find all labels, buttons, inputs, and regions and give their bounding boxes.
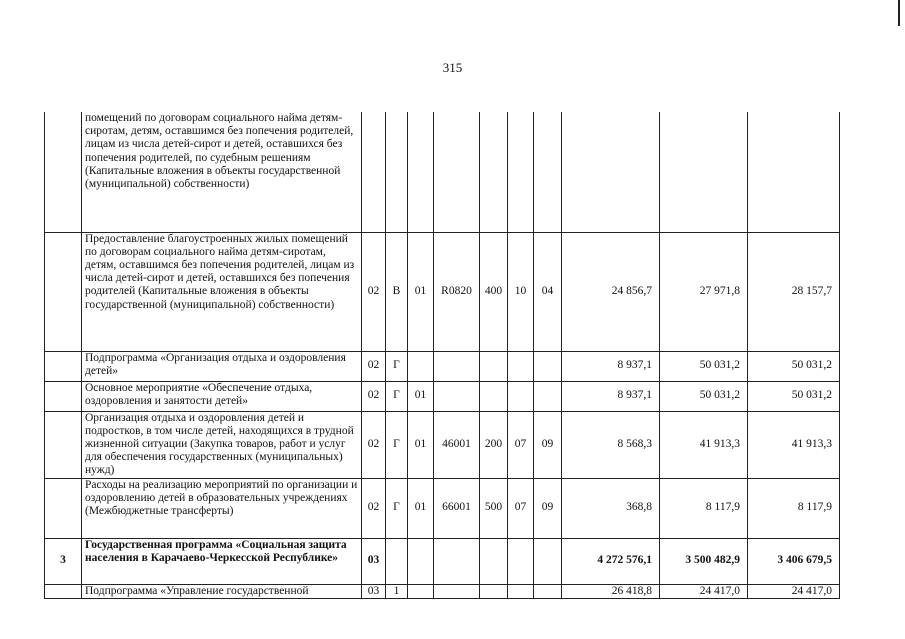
subprogram-code-cell: Г (386, 411, 408, 478)
section-code-cell (508, 112, 534, 232)
direction-code-cell (434, 381, 480, 411)
expense-type-cell (480, 538, 508, 584)
direction-code-cell (434, 584, 480, 598)
row-number-cell (45, 411, 82, 478)
amount-year3-cell: 50 031,2 (748, 381, 840, 411)
subsection-code-cell (534, 381, 562, 411)
item-name-cell: Предоставление благоустроенных жилых помещений по договорам социального найма детям-сиротам, детям, оставшимся без попечения родителей, лицам из числа детей-сирот и детей, оставшихся без попечения родителей (Капитальные вложения в объекты государственной (муниципальной) собственности) (82, 232, 362, 351)
subprogram-code-cell: Г (386, 478, 408, 538)
row-number-cell: 3 (45, 538, 82, 584)
amount-year3-cell: 3 406 679,5 (748, 538, 840, 584)
program-code-cell (362, 112, 386, 232)
program-code-cell: 02 (362, 351, 386, 381)
direction-code-cell (434, 538, 480, 584)
amount-year1-cell: 26 418,8 (562, 584, 660, 598)
row-number-cell (45, 381, 82, 411)
amount-year3-cell: 28 157,7 (748, 232, 840, 351)
item-name-cell: помещений по договорам социального найма детям-сиротам, детям, оставшимся без попечения родителей, лицам из числа детей-сирот и детей, оставшихся без попечения родителей, по судебным решениям (Капитальные вложения в объекты государственной (муниципальной) собственности) (82, 112, 362, 232)
section-code-cell: 10 (508, 232, 534, 351)
table-row (45, 411, 840, 478)
table-row (45, 351, 840, 381)
item-name-cell: Подпрограмма «Управление государственной (82, 584, 362, 598)
subsection-code-cell (534, 351, 562, 381)
scan-edge-mark (898, 0, 900, 26)
amount-year2-cell: 24 417,0 (660, 584, 748, 598)
expense-type-cell: 200 (480, 411, 508, 478)
item-name-cell: Государственная программа «Социальная защита населения в Карачаево-Черкесской Республике» (82, 538, 362, 584)
subprogram-code-cell: В (386, 232, 408, 351)
section-code-cell (508, 538, 534, 584)
section-code-cell (508, 351, 534, 381)
row-number-cell (45, 232, 82, 351)
program-code-cell: 02 (362, 478, 386, 538)
expense-type-cell (480, 112, 508, 232)
subprogram-code-cell: Г (386, 351, 408, 381)
table-row (45, 381, 840, 411)
section-code-cell: 07 (508, 411, 534, 478)
item-name-cell: Подпрограмма «Организация отдыха и оздоровления детей» (82, 351, 362, 381)
direction-code-cell (434, 351, 480, 381)
activity-code-cell: 01 (408, 232, 434, 351)
table-row (45, 232, 840, 351)
amount-year1-cell: 8 937,1 (562, 381, 660, 411)
direction-code-cell: 46001 (434, 411, 480, 478)
subsection-code-cell: 09 (534, 411, 562, 478)
amount-year2-cell: 50 031,2 (660, 381, 748, 411)
section-code-cell (508, 584, 534, 598)
expense-type-cell (480, 351, 508, 381)
expense-type-cell: 400 (480, 232, 508, 351)
expense-type-cell (480, 584, 508, 598)
section-code-cell: 07 (508, 478, 534, 538)
row-number-cell (45, 351, 82, 381)
program-code-cell: 02 (362, 411, 386, 478)
page-number: 315 (442, 60, 463, 75)
amount-year1-cell (562, 112, 660, 232)
direction-code-cell: 66001 (434, 478, 480, 538)
activity-code-cell: 01 (408, 411, 434, 478)
subsection-code-cell: 04 (534, 232, 562, 351)
row-number-cell (45, 478, 82, 538)
activity-code-cell: 01 (408, 478, 434, 538)
amount-year2-cell (660, 112, 748, 232)
direction-code-cell: R0820 (434, 232, 480, 351)
table-row (45, 538, 840, 584)
table-row (45, 478, 840, 538)
amount-year2-cell: 50 031,2 (660, 351, 748, 381)
subprogram-code-cell: Г (386, 381, 408, 411)
subsection-code-cell (534, 112, 562, 232)
section-code-cell (508, 381, 534, 411)
amount-year3-cell: 24 417,0 (748, 584, 840, 598)
item-name-cell: Основное мероприятие «Обеспечение отдыха, оздоровления и занятости детей» (82, 381, 362, 411)
table-row (45, 584, 840, 598)
amount-year1-cell: 8 568,3 (562, 411, 660, 478)
amount-year3-cell: 8 117,9 (748, 478, 840, 538)
row-number-cell (45, 584, 82, 598)
amount-year2-cell: 3 500 482,9 (660, 538, 748, 584)
activity-code-cell (408, 538, 434, 584)
subprogram-code-cell (386, 112, 408, 232)
subsection-code-cell (534, 584, 562, 598)
amount-year2-cell: 8 117,9 (660, 478, 748, 538)
subprogram-code-cell: 1 (386, 584, 408, 598)
subprogram-code-cell (386, 538, 408, 584)
activity-code-cell (408, 584, 434, 598)
amount-year3-cell: 50 031,2 (748, 351, 840, 381)
amount-year3-cell (748, 112, 840, 232)
activity-code-cell: 01 (408, 381, 434, 411)
amount-year3-cell: 41 913,3 (748, 411, 840, 478)
amount-year2-cell: 27 971,8 (660, 232, 748, 351)
expense-type-cell: 500 (480, 478, 508, 538)
subsection-code-cell: 09 (534, 478, 562, 538)
program-code-cell: 03 (362, 538, 386, 584)
expense-type-cell (480, 381, 508, 411)
program-code-cell: 02 (362, 381, 386, 411)
direction-code-cell (434, 112, 480, 232)
item-name-cell: Расходы на реализацию мероприятий по организации и оздоровлению детей в образовательных учреждениях (Межбюджетные трансферты) (82, 478, 362, 538)
activity-code-cell (408, 351, 434, 381)
amount-year2-cell: 41 913,3 (660, 411, 748, 478)
activity-code-cell (408, 112, 434, 232)
amount-year1-cell: 24 856,7 (562, 232, 660, 351)
program-code-cell: 02 (362, 232, 386, 351)
subsection-code-cell (534, 538, 562, 584)
row-number-cell (45, 112, 82, 232)
amount-year1-cell: 368,8 (562, 478, 660, 538)
item-name-cell: Организация отдыха и оздоровления детей и подростков, в том числе детей, находящихся в трудной жизненной ситуации (Закупка товаров, работ и услуг для обеспечения государственных (муниципальных) нужд) (82, 411, 362, 478)
budget-table (44, 112, 840, 599)
program-code-cell: 03 (362, 584, 386, 598)
amount-year1-cell: 8 937,1 (562, 351, 660, 381)
amount-year1-cell: 4 272 576,1 (562, 538, 660, 584)
table-row (45, 112, 840, 232)
